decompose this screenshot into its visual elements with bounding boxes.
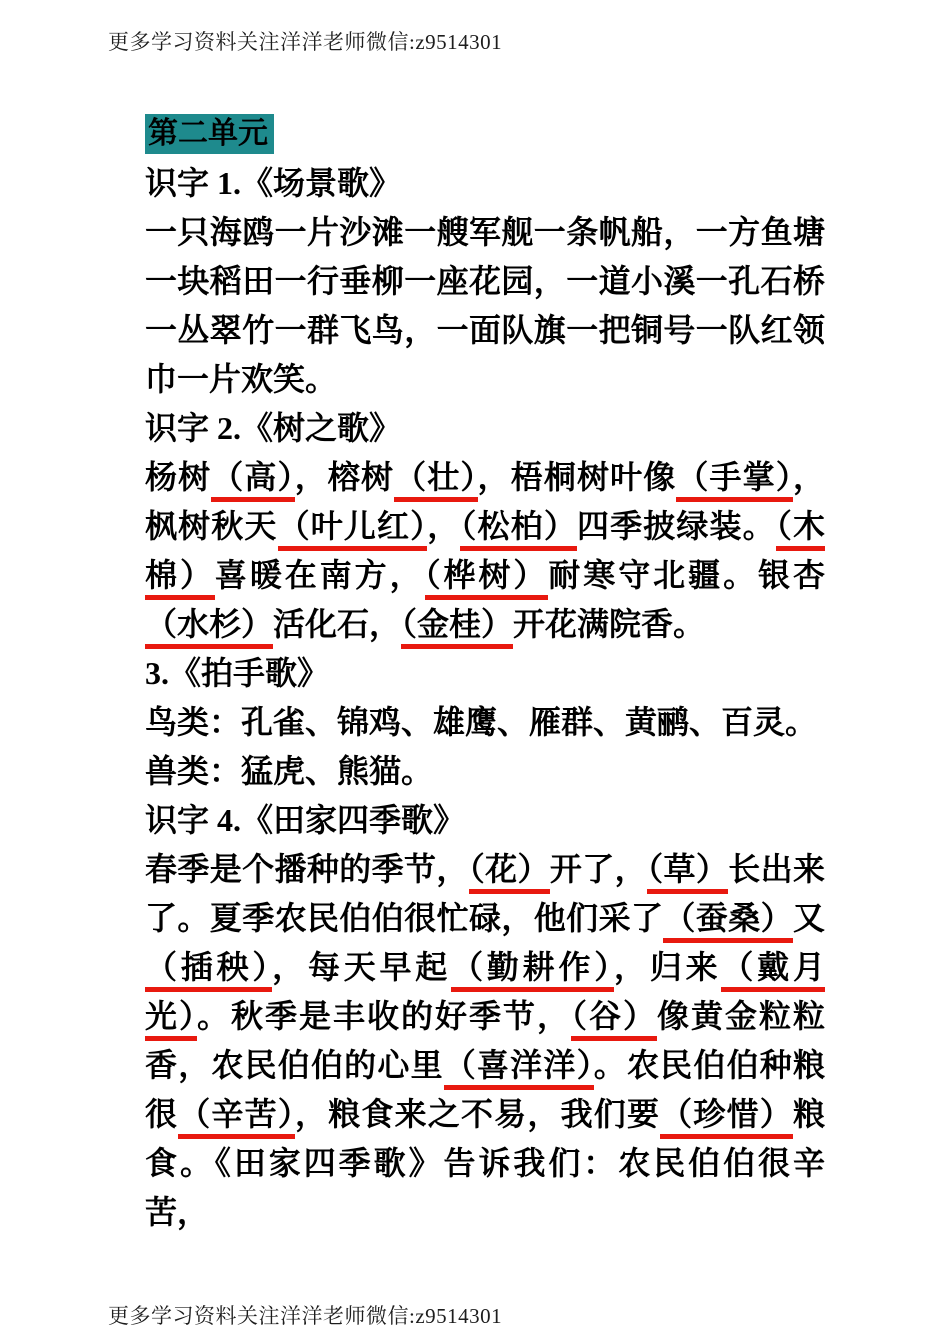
text-segment: ，梧桐树叶像 [477,459,677,495]
paragraph [145,208,825,404]
answer-underlined: （金桂） [401,606,513,649]
answer-underlined: （叶儿红） [278,508,428,551]
answer-underlined: （草） [647,851,728,894]
text-segment: ， [427,508,461,544]
text-segment: 春季是个播种的季节， [145,851,469,887]
text-segment: ，归来 [614,949,722,985]
text-segment: 一只海鸥一片沙滩一艘军舰一条帆船，一方鱼塘一块稻田一行垂柳一座花园，一道小溪一孔石桥一丛翠竹一群飞鸟，一面队旗一把铜号一队红领巾一片欢笑。 [145,214,825,397]
text-segment: ，粮食来之不易，我们要 [295,1096,661,1132]
answer-underlined: （花） [469,851,550,894]
text-segment: 开花满院香。 [513,606,706,642]
answer-underlined: （插秧） [145,949,272,992]
answer-underlined: （手掌） [676,459,793,502]
answer-underlined: （谷） [571,998,657,1041]
text-segment: 喜暖在南方， [214,557,425,593]
answer-underlined: （松柏） [460,508,577,551]
footer-note: 更多学习资料关注洋洋老师微信:z9514301 [108,1304,503,1328]
text-segment: 。秋季是丰收的好季节， [197,998,571,1034]
answer-underlined: （壮） [394,459,477,502]
text-segment: 活化石， [273,606,402,642]
text-segment: 又 [792,900,825,936]
paragraph [145,845,825,1237]
section-heading: 识字 2.《树之歌》 [145,410,402,446]
text-segment: 开了， [549,851,648,887]
text-segment: 兽类：猛虎、熊猫。 [145,753,434,789]
answer-underlined: （勤耕作） [451,949,614,992]
document-blocks [145,159,825,1237]
answer-underlined: （桦树） [425,557,549,600]
text-segment: 鸟类：孔雀、锦鸡、雄鹰、雁群、黄鹂、百灵。 [145,704,818,740]
paragraph [145,453,825,649]
unit-title-highlight: 第二单元 [145,114,274,154]
paragraph [145,747,825,796]
text-segment: ，每天早起 [272,949,452,985]
answer-underlined: （戴月光） [145,949,825,1041]
text-segment: 耐寒守北疆。银杏 [548,557,825,593]
answer-underlined: （喜洋洋） [444,1047,594,1090]
answer-underlined: （辛苦） [178,1096,295,1139]
header-note: 更多学习资料关注洋洋老师微信:z9514301 [108,30,503,54]
answer-underlined: （木棉） [145,508,825,600]
answer-underlined: （高） [211,459,294,502]
section-heading: 3.《拍手歌》 [145,655,330,691]
text-segment: 杨树 [145,459,212,495]
text-segment: 。农民伯伯种粮很 [145,1047,825,1132]
answer-underlined: （珍惜） [660,1096,793,1139]
answer-underlined: （水杉） [145,606,273,649]
section-heading: 识字 4.《田家四季歌》 [145,802,466,838]
text-segment: ，枫树秋天 [145,459,825,544]
unit-title-line [145,110,825,159]
text-segment: 粮食。《田家四季歌》告诉我们：农民伯伯很辛苦， [145,1096,825,1230]
document-body [145,110,825,1237]
section-heading: 识字 1.《场景歌》 [145,165,402,201]
paragraph [145,698,825,747]
text-segment: 长出来了。夏季农民伯伯很忙碌，他们采了 [145,851,825,936]
text-segment: 四季披绿装。 [576,508,776,544]
text-segment: 像黄金粒粒香，农民伯伯的心里 [145,998,825,1083]
answer-underlined: （蚕桑） [663,900,793,943]
text-segment: ，榕树 [294,459,395,495]
